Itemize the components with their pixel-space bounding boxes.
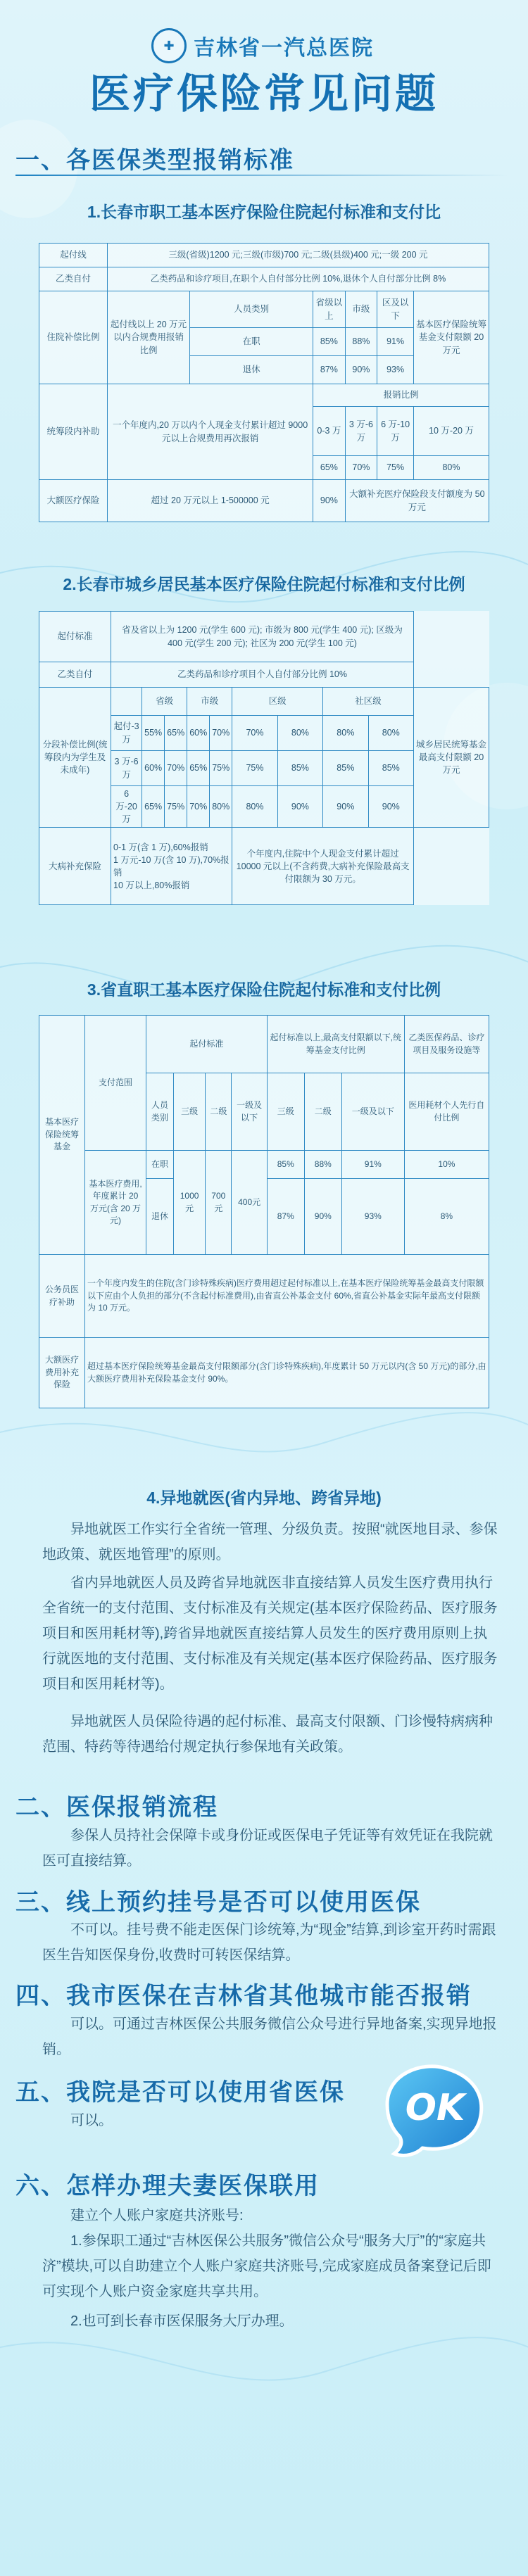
cell: 90% [313,480,346,522]
cell: 个年度内,住院中个人现金支付累计超过 10000 元以上(不含药费,大病补充保险最高支付限额为 30 万元。 [232,828,414,905]
cell: 90% [277,786,322,828]
cell: 70% [187,786,210,828]
cell: 75% [165,786,187,828]
cell: 91% [377,328,414,356]
cell: 起付线 [39,244,108,267]
cell: 88% [345,328,377,356]
cell: 退休 [190,356,313,384]
ok-badge-icon [373,2055,493,2161]
cell: 基本医疗费用,年度累计 20 万元(含 20 万元) [85,1151,146,1255]
cell: 在职 [146,1151,174,1179]
cell: 一级及以下 [341,1073,404,1151]
cell: 乙类药品和诊疗项目,在职个人自付部分比例 10%,退休个人自付部分比例 8% [108,267,489,291]
cell: 60% [187,716,210,751]
paragraph: 2.也可到长春市医保服务大厅办理。 [70,2313,294,2329]
cell [111,828,232,905]
cell: 一个年度内,20 万以内个人现金支付累计超过 9000 元以上合规费用再次报销 [108,384,313,480]
cell: 三级 [267,1073,304,1151]
cell: 10% [404,1151,489,1179]
ok-badge-text: OK [405,2087,465,2129]
cell: 75% [232,751,277,786]
cell: 超过 20 万元以上 1-500000 元 [108,480,313,522]
cell: 三级(省级)1200 元;三级(市级)700 元;二级(县级)400 元;一级 200 元 [108,244,489,267]
section-4-title: 四、我市医保在吉林省其他城市能否报销 [15,1983,472,2009]
cell: 基本医疗保险统筹基金支付限额 20 万元 [414,291,489,384]
cell: 65% [142,786,165,828]
cell: 0-3 万 [313,407,346,456]
hospital-name: 吉林省一汽总医院 [194,37,374,60]
cell: 3 万-6 万 [111,751,142,786]
cell: 二级 [304,1073,341,1151]
cell: 90% [345,356,377,384]
paragraph: 参保人员持社会保障卡或身份证或医保电子凭证等有效凭证在我院就医可直接结算。 [42,1828,493,1869]
logo-row [151,28,374,63]
cell: 60% [142,751,165,786]
cell: 基本医疗保险统筹基金 [39,1016,85,1255]
cell: 90% [323,786,368,828]
section-4-1-title: 4.异地就医(省内异地、跨省异地) [146,1489,382,1507]
cell: 在职 [190,328,313,356]
cell: 65% [187,751,210,786]
cell: 人员类别 [146,1073,174,1151]
page-header [0,0,528,141]
hospital-seal-icon: ✚ [151,28,187,63]
table-3 [39,1015,489,1408]
cell: 起付标准 [39,612,111,662]
cell: 75% [377,456,414,480]
cell: 大额医疗费用补充保险 [39,1338,85,1408]
cell: 91% [341,1151,404,1179]
cell: 70% [210,716,232,751]
cell [111,688,142,716]
cell: 退休 [146,1179,174,1255]
cell: 85% [267,1151,304,1179]
page-title: 医疗保险常见问题 [89,70,439,118]
cell: 分段补偿比例(统筹段内为学生及未成年) [39,688,111,828]
cell: 1000元 [174,1151,206,1255]
cell: 88% [304,1151,341,1179]
cell: 80% [210,786,232,828]
cell: 省及省以上为 1200 元(学生 600 元); 市级为 800 元(学生 400 元); 区级为 400 元(学生 200 元); 社区为 200 元(学生 100 元) [111,612,414,662]
cell: 80% [414,456,489,480]
cell: 85% [277,751,322,786]
cell: 90% [304,1179,341,1255]
cell: 二级 [206,1073,232,1151]
paragraph: 不可以。挂号费不能走医保门诊统筹,为“现金”结算,到诊室开药时需跟医生告知医保身份,收费时可转医保结算。 [42,1922,496,1963]
cell: 人员类别 [190,291,313,328]
paragraph: 可以。可通过吉林医保公共服务微信公众号进行异地备案,实现异地报销。 [42,2016,497,2057]
cell: 80% [323,716,368,751]
cell: 省级 [142,688,187,716]
cell: 城乡居民统筹基金最高支付限额 20 万元 [414,688,489,828]
cell: 起付-3 万 [111,716,142,751]
cell: 6万-20 万 [111,786,142,828]
cell: 公务员医疗补助 [39,1255,85,1338]
cell: 3 万-6 万 [345,407,377,456]
section-5-title: 五、我院是否可以使用省医保 [15,2079,345,2106]
cell: 70% [232,716,277,751]
cell: 市级 [345,291,377,328]
cell: 乙类自付 [39,267,108,291]
cell: 大病补充保险 [39,828,111,905]
cell: 85% [368,751,413,786]
cell: 8% [404,1179,489,1255]
cell: 75% [210,751,232,786]
cell: 87% [313,356,346,384]
cell: 大额补充医疗保险段支付额度为 50 万元 [345,480,489,522]
cell: 支付范围 [85,1016,146,1151]
cell: 87% [267,1179,304,1255]
cell: 乙类医保药品、诊疗项目及服务设施等 [404,1016,489,1073]
paragraph: 异地就医工作实行全省统一管理、分级负责。按照“就医地目录、参保地政策、就医地管理”的原则。 [42,1522,498,1562]
paragraph: 异地就医人员保险待遇的起付标准、最高支付限额、门诊慢特病病种范围、特药等待遇给付规定执行参保地有关政策。 [42,1714,493,1755]
cell: 80% [368,716,413,751]
cell: 医用耗材个人先行自付比例 [404,1073,489,1151]
cell: 80% [232,786,277,828]
table-1-title: 1.长春市职工基本医疗保险住院起付标准和支付比 [87,203,441,221]
section-2-title: 二、医保报销流程 [15,1794,218,1821]
section-6-title: 六、怎样办理夫妻医保联用 [15,2173,320,2199]
cell: 省级以上 [313,291,346,328]
cell: 区及以下 [377,291,414,328]
cell: 93% [341,1179,404,1255]
text-line: 10 万以上,80%报销 [113,880,190,890]
cell: 400元 [232,1151,267,1255]
text-line: 1 万元-10 万(含 10 万),70%报销 [113,854,230,878]
table-1 [39,243,489,522]
cell: 住院补偿比例 [39,291,108,384]
cell: 超过基本医疗保险统筹基金最高支付限额部分(含门诊特殊疾病),年度累计 50 万元以内(含 50 万元)的部分,由大额医疗费用补充保险基金支付 90%。 [85,1338,489,1408]
section-3-title: 三、线上预约挂号是否可以使用医保 [15,1889,421,1916]
section-1-title: 一、各医保类型报销标准 [15,147,294,174]
cell: 85% [313,328,346,356]
cell: 6 万-10 万 [377,407,414,456]
cell: 70% [165,751,187,786]
cell: 一个年度内发生的住院(含门诊特殊疾病)医疗费用超过起付标准以上,在基本医疗保险统筹基金最高支付限额以下应由个人负担的部分(不含起付标准费用),由省直公补基金支付 60%,省直公补基金实际年最高支付限额为 10 万元。 [85,1255,489,1338]
cell: 起付标准以上,最高支付限额以下,统筹基金支付比例 [267,1016,404,1073]
cell: 93% [377,356,414,384]
paragraph: 建立个人账户家庭共济账号: [70,2208,244,2223]
cell: 区级 [232,688,323,716]
cell: 市级 [187,688,232,716]
cell: 70% [345,456,377,480]
cell: 65% [313,456,346,480]
table-3-title: 3.省直职工基本医疗保险住院起付标准和支付比例 [87,980,441,999]
cell: 85% [323,751,368,786]
cell: 10 万-20 万 [414,407,489,456]
paragraph: 可以。 [70,2113,113,2128]
cell: 乙类自付 [39,662,111,688]
cell: 700元 [206,1151,232,1255]
cell: 报销比例 [313,384,489,407]
cell: 社区级 [323,688,414,716]
section-divider [15,175,508,176]
cell: 大额医疗保险 [39,480,108,522]
cell: 起付标准 [146,1016,268,1073]
table-2 [39,611,489,905]
cell: 统筹段内补助 [39,384,108,480]
cell: 乙类药品和诊疗项目个人自付部分比例 10% [111,662,414,688]
cell: 55% [142,716,165,751]
cell: 80% [277,716,322,751]
cell: 三级 [174,1073,206,1151]
cell: 90% [368,786,413,828]
text-line: 0-1 万(含 1 万),60%报销 [113,842,208,852]
paragraph: 1.参保职工通过“吉林医保公共服务”微信公众号“服务大厅”的“家庭共济”模块,可以自助建立个人账户家庭共济账号,完成家庭成员备案登记后即可实现个人账户资金家庭共享共用。 [42,2233,491,2299]
cell: 65% [165,716,187,751]
cell: 一级及以下 [232,1073,267,1151]
cell: 起付线以上 20 万元以内合规费用报销比例 [108,291,190,384]
table-2-title: 2.长春市城乡居民基本医疗保险住院起付标准和支付比例 [63,575,465,593]
paragraph: 省内异地就医人员及跨省异地就医非直接结算人员发生医疗费用执行全省统一的支付范围、支付标准及有关规定(基本医疗保险药品、医疗服务项目和医用耗材等),跨省异地就医直接结算人员发生的医疗费用原则上执行就医地的支付范围、支付标准及有关规定(基本医疗保险药品、医疗服务项目和医用耗材等)。 [42,1575,498,1692]
